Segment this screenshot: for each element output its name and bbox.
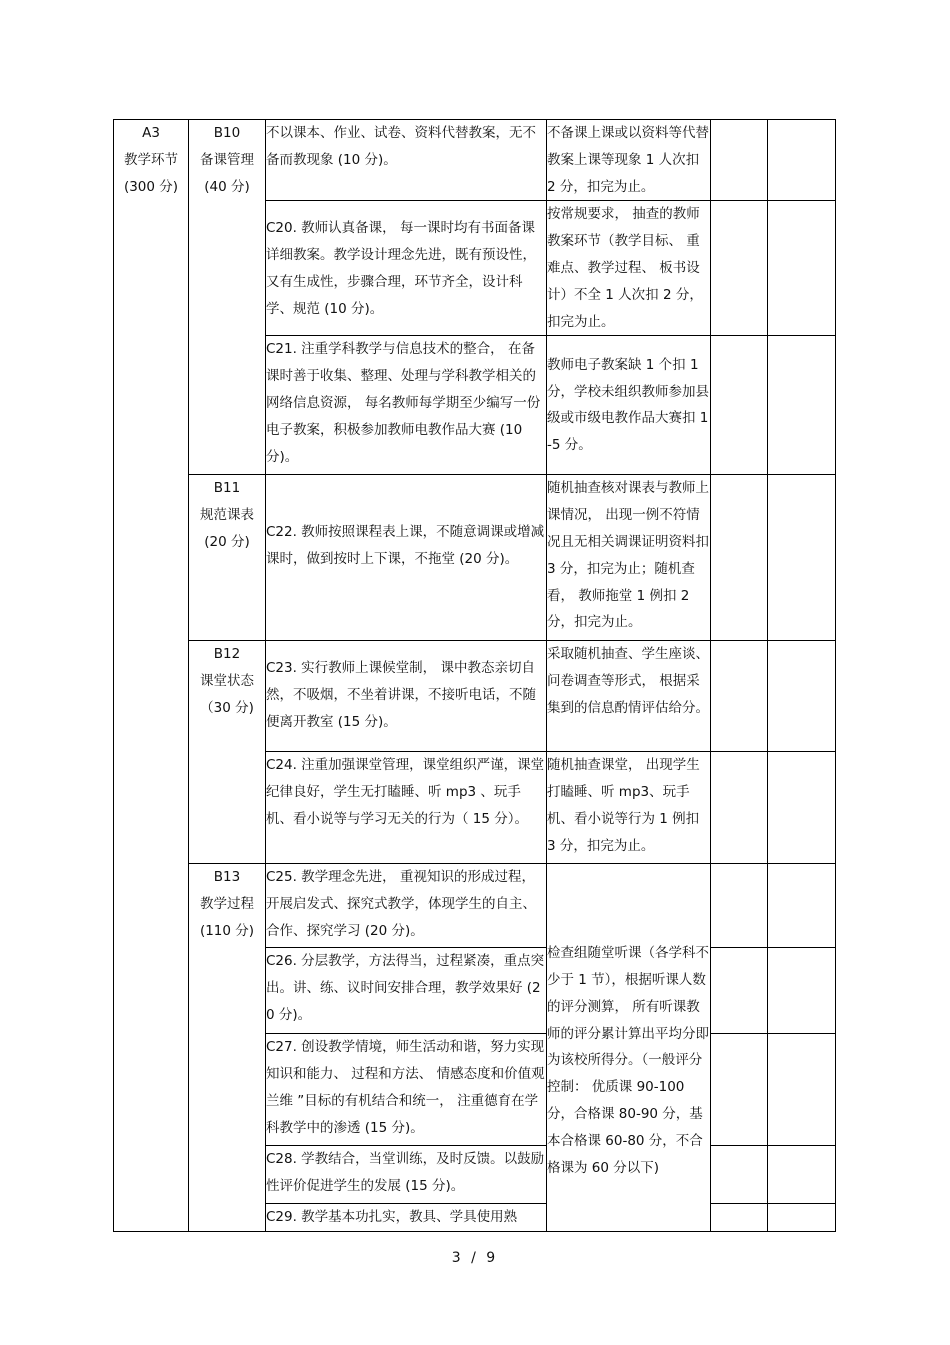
score-cell [711,475,768,641]
evaluation-table [113,119,836,1232]
score-cell [711,1146,768,1204]
b12-cell [189,641,266,864]
score-cell [711,1034,768,1146]
remark-cell [768,752,836,864]
b13-method-cell: 检查组随堂听课（各学科不少于 1 节），根据听课人数的评分测算， 所有听课教师的评分累计算出平均分即为该校所得分。（一般评分控制： 优质课 90-100 分，合格课 80-90 分，基本合格课 60-80 分，不合格课为 60 分以下) [547,864,711,1232]
score-cell [711,641,768,752]
criteria-cell: C25. 教学理念先进， 重视知识的形成过程，开展启发式、探究式教学，体现学生的自主、合作、探究学习 (20 分)。 [266,864,547,948]
table-row [114,641,836,752]
method-cell: 不备课上课或以资料等代替教案上课等现象 1 人次扣 2 分，扣完为止。 [547,120,711,201]
b11-name: 规范课表 [200,507,254,524]
b11-cell [189,475,266,641]
b13-code: B13 [213,869,241,886]
remark-cell [768,1146,836,1204]
b12-name: 课堂状态 [200,673,254,690]
a3-name: 教学环节 [124,151,178,168]
criteria-cell: C23. 实行教师上课候堂制， 课中教态亲切自然，不吸烟，不坐着讲课，不接听电话，不随便离开教室 (15 分)。 [266,641,547,752]
score-cell [711,201,768,336]
criteria-cell: C22. 教师按照课程表上课，不随意调课或增减课时，做到按时上下课，不拖堂 (20 分)。 [266,475,547,641]
a3-code: A3 [142,125,160,141]
remark-cell [768,336,836,475]
b13-name: 教学过程 [200,896,254,913]
method-cell: 随机抽查课堂， 出现学生打瞌睡、听 mp3、玩手机、看小说等行为 1 例扣 3 分，扣完为止。 [547,752,711,864]
b10-name: 备课管理 [200,151,254,168]
score-cell [711,948,768,1034]
score-cell [711,752,768,864]
criteria-cell: C26. 分层教学，方法得当，过程紧凑，重点突出。讲、练、议时间安排合理，教学效果好 (20 分)。 [266,948,547,1034]
score-cell [711,120,768,201]
method-cell: 随机抽查核对课表与教师上课情况， 出现一例不符情况且无相关调课证明资料扣 3 分，扣完为止；随机查看， 教师拖堂 1 例扣 2 分，扣完为止。 [547,475,711,641]
b13-score: (110 分) [199,922,255,939]
b11-score: (20 分) [204,533,250,550]
method-cell: 按常规要求， 抽查的教师教案环节（教学目标、 重难点、教学过程、 板书设计）不全 1 人次扣 2 分，扣完为止。 [547,201,711,336]
remark-cell [768,1204,836,1232]
criteria-cell: C24. 注重加强课堂管理，课堂组织严谨，课堂纪律良好，学生无打瞌睡、听 mp3 、玩手机、看小说等与学习无关的行为（ 15 分）。 [266,752,547,864]
criteria-cell: C20. 教师认真备课， 每一课时均有书面备课详细教案。教学设计理念先进，既有预设性，又有生成性，步骤合理，环节齐全，设计科学、规范 (10 分)。 [266,201,547,336]
table-row [114,120,836,201]
b12-code: B12 [213,646,241,663]
b12-score: （30 分) [200,699,254,716]
criteria-cell: C28. 学教结合，当堂训练，及时反馈。以鼓励性评价促进学生的发展 (15 分)。 [266,1146,547,1204]
remark-cell [768,201,836,336]
score-cell [711,1204,768,1232]
remark-cell [768,948,836,1034]
remark-cell [768,864,836,948]
criteria-cell: C27. 创设教学情境，师生活动和谐，努力实现知识和能力、 过程和方法、 情感态度和价值观 兰维 ”目标的有机结合和统一， 注重德育在学科教学中的渗透 (15 分)。 [266,1034,547,1146]
table-row [114,864,836,948]
b11-code: B11 [213,480,241,497]
remark-cell [768,475,836,641]
a3-cell [114,120,189,1232]
table-row [114,475,836,641]
method-cell: 教师电子教案缺 1 个扣 1 分，学校未组织教师参加县级或市级电教作品大赛扣 1-5 分。 [547,336,711,475]
method-cell: 采取随机抽查、学生座谈、问卷调查等形式， 根据采集到的信息酌情评估给分。 [547,641,711,752]
score-cell [711,336,768,475]
b13-cell [189,864,266,1232]
page-number: 3 / 9 [451,1250,499,1266]
remark-cell [768,1034,836,1146]
a3-score: (300 分) [123,178,179,195]
remark-cell [768,641,836,752]
remark-cell [768,120,836,201]
score-cell [711,864,768,948]
criteria-cell: C29. 教学基本功扎实，教具、学具使用熟 [266,1204,547,1232]
criteria-cell: 不以课本、作业、试卷、资料代替教案，无不备而教现象 (10 分)。 [266,120,547,201]
b10-score: (40 分) [204,178,250,195]
criteria-cell: C21. 注重学科教学与信息技术的整合， 在备课时善于收集、整理、处理与学科教学相关的网络信息资源， 每名教师每学期至少编写一份电子教案，积极参加教师电教作品大赛 (10 分)。 [266,336,547,475]
b10-cell [189,120,266,475]
b10-code: B10 [213,125,241,141]
